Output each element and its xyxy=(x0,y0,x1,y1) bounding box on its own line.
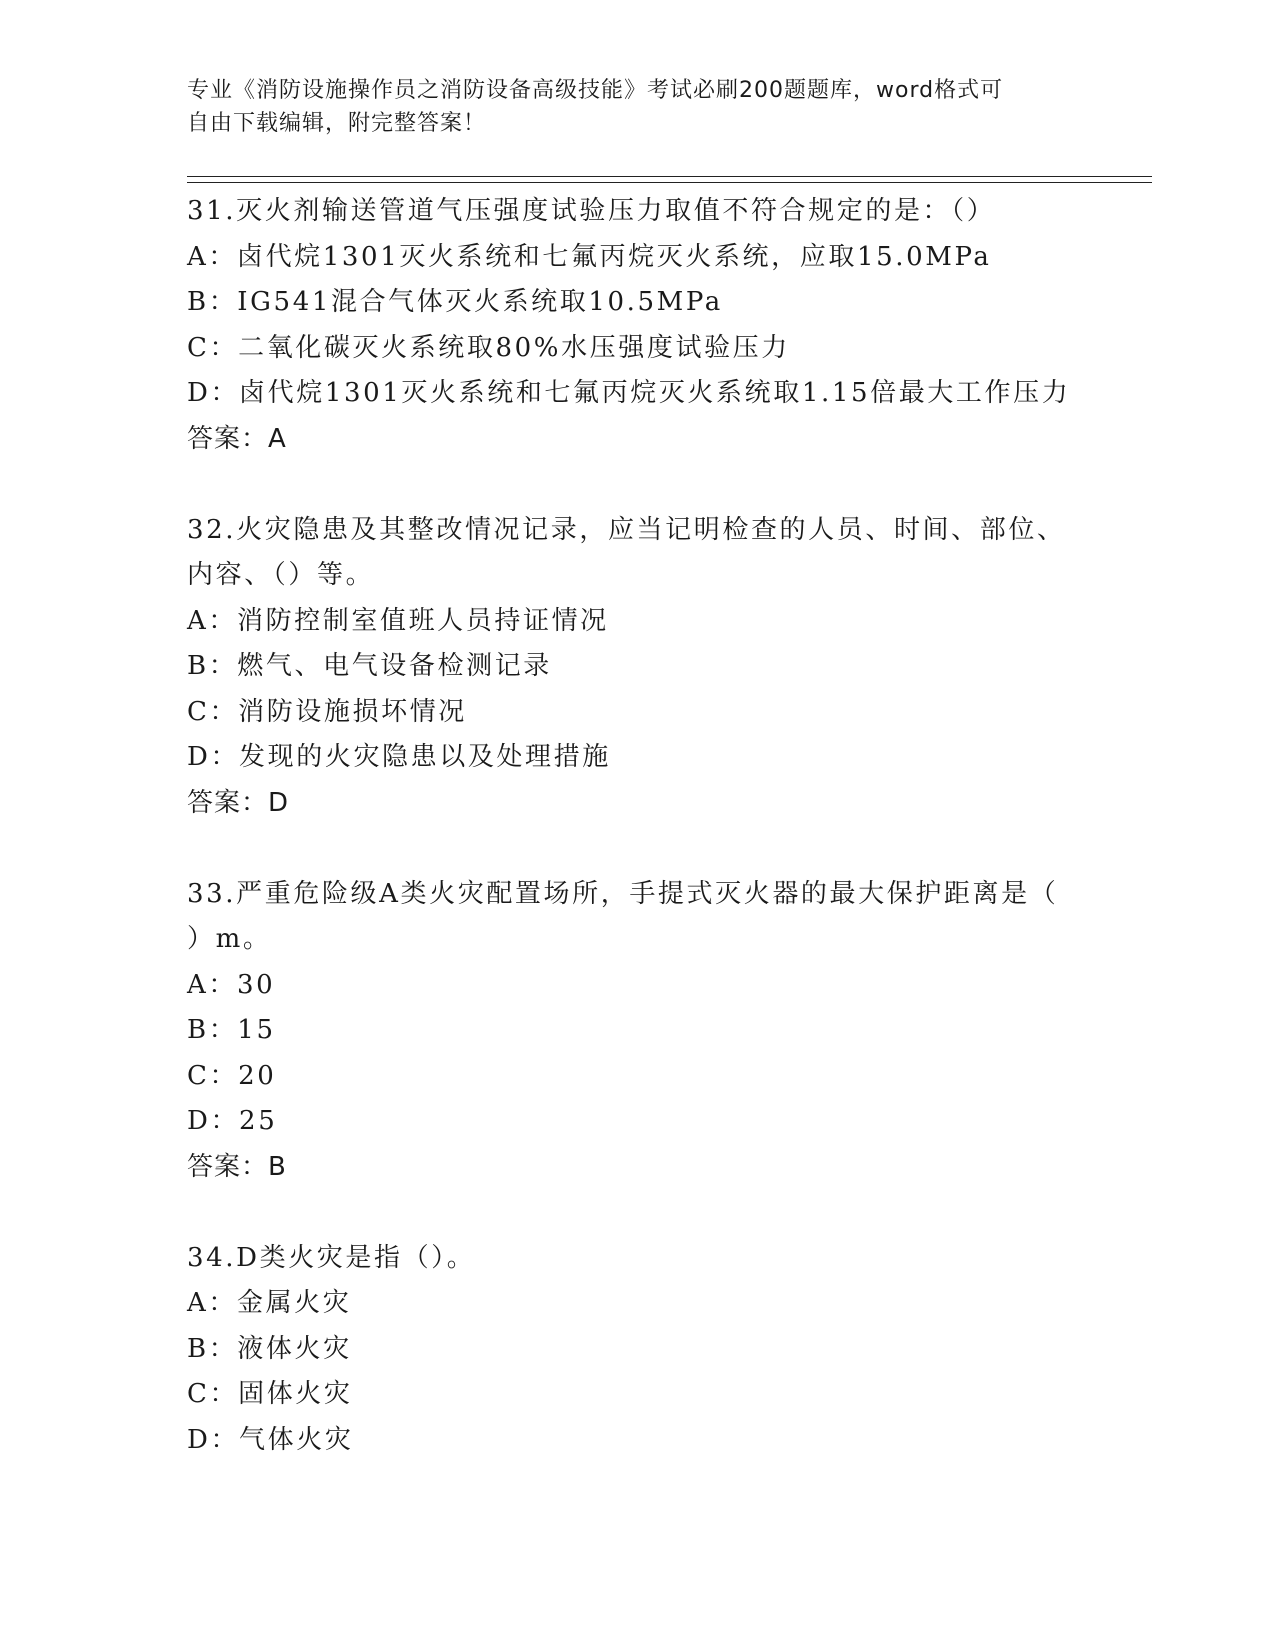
question-33 xyxy=(187,872,1087,1191)
question-34 xyxy=(187,1236,1087,1464)
spacer xyxy=(187,462,1087,508)
option-a: A：金属火灾 xyxy=(187,1288,352,1318)
option-b: B：IG541混合气体灭火系统取10.5MPa xyxy=(187,287,723,317)
option-d: D：卤代烷1301灭火系统和七氟丙烷灭火系统取1.15倍最大工作压力 xyxy=(187,378,1071,408)
option-b: B：液体火灾 xyxy=(187,1333,352,1364)
question-list xyxy=(187,189,1087,1463)
question-stem: 31.灭火剂输送管道气压强度试验压力取值不符合规定的是：（） xyxy=(187,196,996,226)
option-b: B：燃气、电气设备检测记录 xyxy=(187,651,552,681)
header-divider-bottom xyxy=(187,182,1152,183)
question-stem: 32.火灾隐患及其整改情况记录，应当记明检查的人员、时间、部位、 xyxy=(187,514,1066,545)
answer-line: 答案：B xyxy=(187,1151,287,1182)
answer-line: 答案：A xyxy=(187,423,287,454)
option-d: D：发现的火灾隐患以及处理措施 xyxy=(187,742,611,772)
option-b: B：15 xyxy=(187,1015,276,1045)
option-c: C：20 xyxy=(187,1060,277,1091)
document-header xyxy=(187,74,1067,140)
answer-line: 答案：D xyxy=(187,787,290,818)
header-line-2: 自由下载编辑，附完整答案！ xyxy=(187,111,487,136)
question-31 xyxy=(187,189,1087,462)
header-divider-top xyxy=(187,176,1152,177)
spacer xyxy=(187,1190,1087,1236)
question-stem-continued: ）m。 xyxy=(187,924,272,954)
option-a: A：卤代烷1301灭火系统和七氟丙烷灭火系统，应取15.0MPa xyxy=(187,241,992,272)
question-stem-continued: 内容、（）等。 xyxy=(187,560,375,590)
question-stem: 33.严重危险级A类火灾配置场所，手提式灭火器的最大保护距离是（ xyxy=(187,878,1059,909)
header-line-1: 专业《消防设施操作员之消防设备高级技能》考试必刷200题题库，word格式可 xyxy=(187,78,1004,103)
option-a: A：30 xyxy=(187,969,276,1000)
option-d: D：气体火灾 xyxy=(187,1424,354,1455)
spacer xyxy=(187,826,1087,872)
option-c: C：二氧化碳灭火系统取80%水压强度试验压力 xyxy=(187,332,790,363)
question-stem: 34.D类火灾是指（）。 xyxy=(187,1242,476,1273)
option-d: D：25 xyxy=(187,1106,278,1136)
option-c: C：固体火灾 xyxy=(187,1379,353,1409)
option-a: A：消防控制室值班人员持证情况 xyxy=(187,605,609,636)
question-32 xyxy=(187,508,1087,827)
option-c: C：消防设施损坏情况 xyxy=(187,696,467,727)
